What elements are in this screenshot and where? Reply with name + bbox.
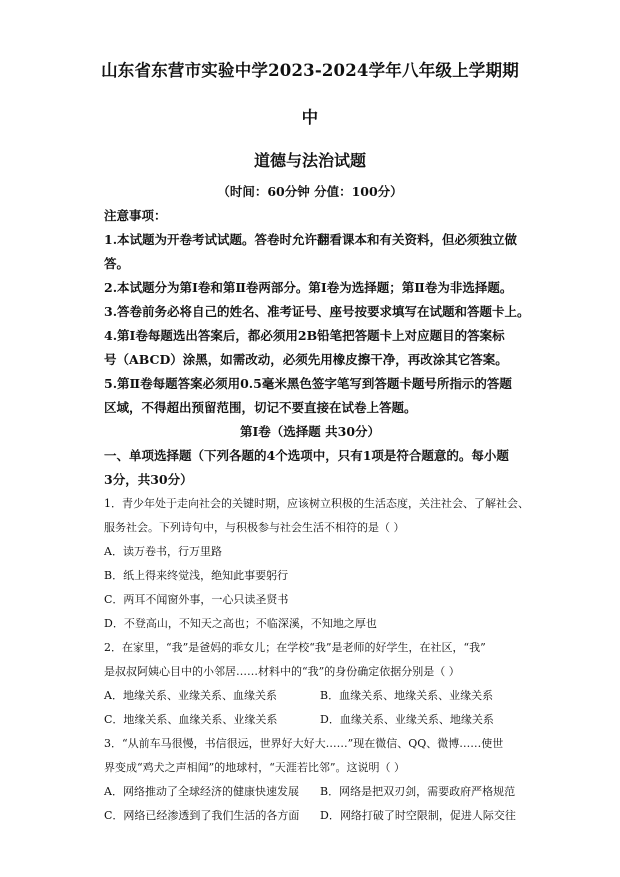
- section-title: 第Ⅰ卷（选择题 共30分）: [239, 424, 381, 439]
- notice-line: 5.第Ⅱ卷每题答案必须用0.5毫米黑色签字笔写到答题卡题号所指示的答题: [104, 376, 512, 391]
- q2-option-a: A．地缘关系、业缘关系、血缘关系: [104, 689, 277, 702]
- exam-meta: （时间：60分钟 分值：100分）: [217, 184, 403, 199]
- q2-option-d: D．血缘关系、业缘关系、地缘关系: [320, 713, 494, 726]
- exam-title-line2: 中: [301, 108, 319, 127]
- q1-option-a: A．读万卷书，行万里路: [104, 545, 222, 558]
- q1-option-d: D．不登高山，不知天之高也；不临深溪，不知地之厚也: [104, 617, 377, 630]
- exam-subject: 道德与法治试题: [253, 151, 366, 170]
- exam-title-line1: 山东省东营市实验中学2023-2024学年八年级上学期期: [101, 61, 519, 80]
- notice-line: 区域，不得超出预留范围，切记不要直接在试卷上答题。: [104, 400, 417, 415]
- q2-option-b: B．血缘关系、地缘关系、业缘关系: [320, 689, 494, 702]
- notice-line: 答。: [104, 256, 130, 271]
- q3-stem-line2: 界变成“鸡犬之声相闻”的地球村，“天涯若比邻”。这说明（ ）: [104, 761, 405, 774]
- q2-stem-line2: 是叔叔阿姨心目中的小邻居……材料中的“我”的身份确定依据分别是（ ）: [104, 665, 460, 678]
- notice-line: 2.本试题分为第Ⅰ卷和第Ⅱ卷两部分。第Ⅰ卷为选择题；第Ⅱ卷为非选择题。: [104, 280, 513, 295]
- part-heading-line2: 3分，共30分）: [104, 472, 193, 487]
- q3-option-b: B．网络是把双刃剑，需要政府严格规范: [320, 785, 516, 798]
- notice-line: 3.答卷前务必将自己的姓名、准考证号、座号按要求填写在试题和答题卡上。: [104, 304, 530, 319]
- q3-option-a: A．网络推动了全球经济的健康快速发展: [104, 785, 299, 798]
- q3-option-c: C．网络已经渗透到了我们生活的各方面: [104, 809, 300, 822]
- part-heading-line1: 一、单项选择题（下列各题的4个选项中，只有1项是符合题意的。每小题: [104, 448, 509, 463]
- q1-stem-line2: 服务社会。下列诗句中，与积极参与社会生活不相符的是（ ）: [104, 521, 405, 534]
- q2-stem-line1: 2．在家里，“我”是爸妈的乖女儿；在学校“我”是老师的好学生，在社区，“我”: [104, 641, 486, 654]
- notice-line: 4.第Ⅰ卷每题选出答案后，都必须用2B铅笔把答题卡上对应题目的答案标: [104, 328, 505, 343]
- notice-heading: 注意事项：: [104, 208, 167, 223]
- q2-option-c: C．地缘关系、血缘关系、业缘关系: [104, 713, 278, 726]
- q1-option-c: C．两耳不闻窗外事，一心只读圣贤书: [104, 593, 289, 606]
- q1-stem-line1: 1．青少年处于走向社会的关键时期，应该树立积极的生活态度，关注社会、了解社会、: [104, 497, 529, 510]
- notice-line: 1.本试题为开卷考试试题。答卷时允许翻看课本和有关资料，但必须独立做: [104, 232, 518, 247]
- q1-option-b: B．纸上得来终觉浅，绝知此事要躬行: [104, 569, 289, 582]
- q3-option-d: D．网络打破了时空限制，促进人际交往: [320, 809, 516, 822]
- notice-line: 号（ABCD）涂黑，如需改动，必须先用橡皮擦干净，再改涂其它答案。: [104, 352, 508, 367]
- q3-stem-line1: 3．“从前车马很慢，书信很远，世界好大好大……”现在微信、QQ、微博……使世: [104, 737, 504, 750]
